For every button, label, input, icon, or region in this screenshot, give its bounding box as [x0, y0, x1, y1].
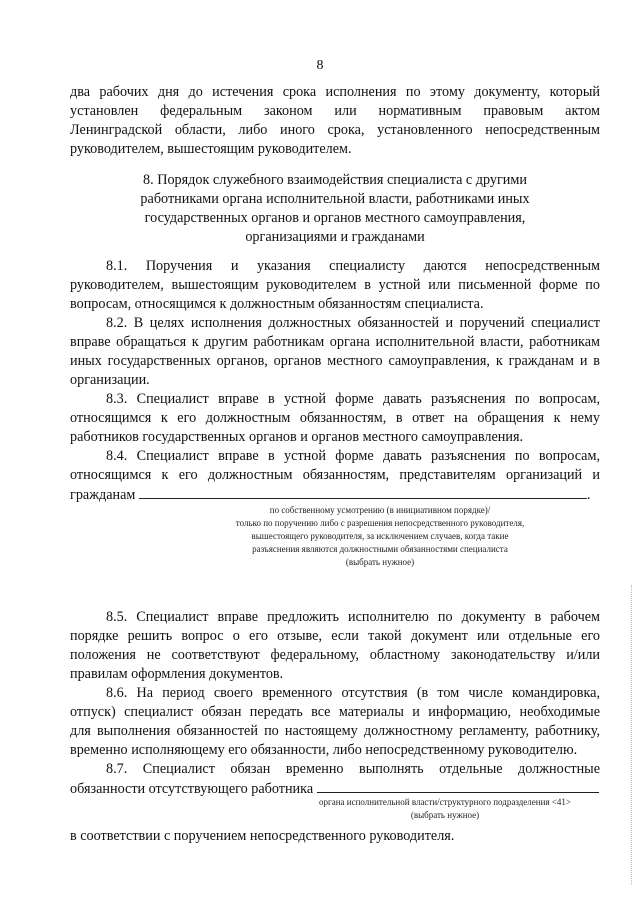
footnote-line: только по поручению либо с разрешения непосредственного руководителя,	[235, 518, 525, 528]
paragraph-8-1-line: вопросам, относящимся к должностным обязанностям специалиста.	[70, 296, 484, 312]
paragraph-8-4-line: относящимся к его должностным обязанностям, представителям организаций и	[70, 467, 600, 483]
paragraph-8-3-line: относящимся к его должностным обязанностям, в ответ на обращения к нему	[70, 410, 600, 426]
footnote-line: по собственному усмотрению (в инициативном порядке)/	[269, 505, 491, 515]
page-number: 8	[316, 58, 324, 73]
paragraph-8-3-line: работников государственных органов и органов местного самоуправления.	[70, 429, 524, 445]
paragraph-8-4-line	[70, 486, 591, 504]
blank-fill-line	[139, 486, 587, 499]
text-line: Ленинградской области, либо иного срока, установленного непосредственным	[70, 122, 600, 138]
footnote-line: (выбрать нужное)	[345, 557, 415, 567]
footnote-line: (выбрать нужное)	[410, 810, 480, 820]
section-heading-line: организациями и гражданами	[245, 229, 425, 245]
section-heading-line: государственных органов и органов местного самоуправления,	[144, 210, 526, 226]
paragraph-8-1-line: руководителем, вышестоящим руководителем в устной или письменной форме по	[70, 277, 600, 293]
paragraph-8-6-line: 8.6. На период своего временного отсутствия (в том числе командировка,	[106, 685, 600, 701]
paragraph-8-6-line: для выполнения обязанностей по настоящему должностному регламенту, работнику,	[70, 723, 600, 739]
paragraph-8-7-line: 8.7. Специалист обязан временно выполнять отдельные должностные	[106, 761, 600, 777]
paragraph-8-5-line: порядке решить вопрос о его отзыве, если такой документ или отдельные его	[70, 628, 600, 644]
section-heading-line: 8. Порядок служебного взаимодействия специалиста с другими	[143, 172, 527, 188]
footnote-line: вышестоящего руководителя, за исключением случаев, когда такие	[251, 531, 509, 541]
paragraph-8-6-line: отпуск) специалист обязан передать все материалы и информацию, необходимые	[70, 704, 600, 720]
scan-edge-mark	[631, 585, 634, 885]
paragraph-8-1-line: 8.1. Поручения и указания специалисту даются непосредственным	[106, 258, 600, 274]
text-line: установлен федеральным законом или нормативным правовым актом	[70, 103, 600, 119]
paragraph-8-4-end: .	[586, 487, 591, 503]
paragraph-8-7-text: обязанности отсутствующего работника	[70, 781, 314, 797]
paragraph-8-2-line: вправе обращаться к другим работникам органа исполнительной власти, работникам	[70, 334, 600, 350]
paragraph-8-2-line: иных государственных органов, органов местного самоуправления, к гражданам и в	[70, 353, 600, 369]
paragraph-8-4-text: гражданам	[70, 487, 136, 503]
text-line: руководителем, вышестоящим руководителем.	[70, 141, 352, 157]
text-line: два рабочих дня до истечения срока исполнения по этому документу, который	[70, 84, 600, 100]
paragraph-8-3-line: 8.3. Специалист вправе в устной форме давать разъяснения по вопросам,	[106, 391, 600, 407]
blank-fill-line	[317, 780, 599, 793]
paragraph-8-5-line: положения не соответствуют федеральному, областному законодательству и/или	[70, 647, 600, 663]
paragraph-8-2-line: 8.2. В целях исполнения должностных обязанностей и поручений специалист	[106, 315, 600, 331]
paragraph-8-2-line: организации.	[70, 372, 150, 388]
paragraph-8-4-line: 8.4. Специалист вправе в устной форме давать разъяснения по вопросам,	[106, 448, 600, 464]
footnote-line: разъяснения являются должностными обязанностями специалиста	[252, 544, 508, 554]
section-heading-line: работниками органа исполнительной власти, работниками иных	[140, 191, 530, 207]
paragraph-8-5-line: правилам оформления документов.	[70, 666, 284, 682]
paragraph-8-6-line: временно исполняющему его обязанности, либо непосредственному руководителю.	[70, 742, 578, 758]
paragraph-8-7-line: в соответствии с поручением непосредственного руководителя.	[70, 828, 455, 844]
paragraph-8-5-line: 8.5. Специалист вправе предложить исполнителю по документу в рабочем	[106, 609, 600, 625]
footnote-line: органа исполнительной власти/структурного подразделения <41>	[319, 797, 571, 807]
paragraph-8-7-line	[70, 780, 599, 798]
